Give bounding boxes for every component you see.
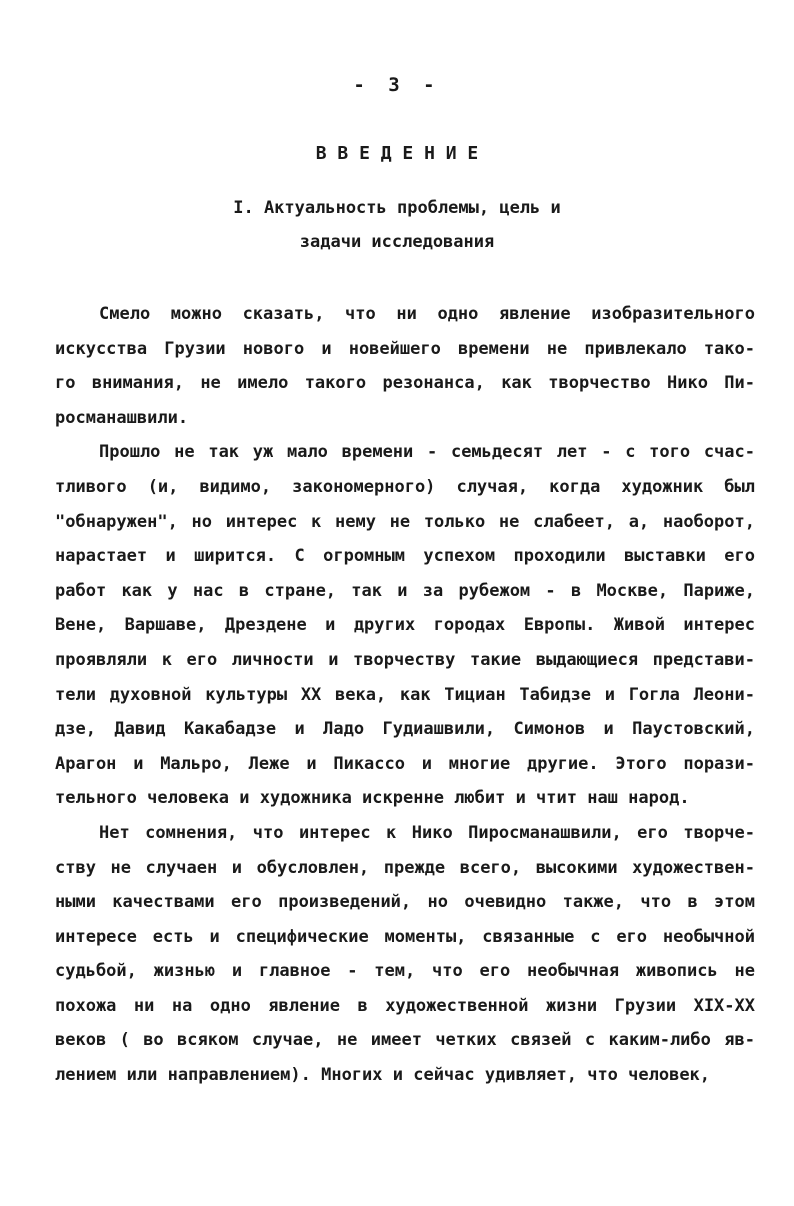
text-line: работ как у нас в стране, так и за рубежом - в Москве, Париже,	[55, 580, 755, 601]
text-line: "обнаружен", но интерес к нему не только не слабеет, а, наоборот,	[55, 511, 755, 532]
text-line: дзе, Давид Какабадзе и Ладо Гудиашвили, Симонов и Паустовский,	[55, 719, 755, 740]
paragraph	[55, 435, 755, 816]
body-text	[55, 297, 755, 1093]
text-line: ными качествами его произведений, но очевидно также, что в этом	[55, 892, 755, 913]
text-line: го внимания, не имело такого резонанса, как творчество Нико Пи-	[55, 373, 755, 394]
text-line: Нет сомнения, что интерес к Нико Пиросманашвили, его творче-	[99, 822, 755, 843]
text-line: нарастает и ширится. С огромным успехом проходили выставки его	[55, 546, 755, 567]
subheading-line-1: I. Актуальность проблемы, цель и	[233, 198, 561, 218]
paragraph	[55, 297, 755, 435]
text-line: судьбой, жизнью и главное - тем, что его необычная живопись не	[55, 961, 755, 982]
text-line: Арагон и Мальро, Леже и Пикассо и многие другие. Этого порази-	[55, 753, 755, 774]
text-line: веков ( во всяком случае, не имеет четких связей с каким-либо яв-	[55, 1030, 755, 1051]
text-line: росманашвили.	[55, 407, 189, 428]
text-line: похожа ни на одно явление в художественной жизни Грузии XIX-XX	[55, 995, 755, 1016]
text-line: Смело можно сказать, что ни одно явление изобразительного	[99, 304, 755, 324]
text-line: лением или направлением). Многих и сейчас удивляет, что человек,	[55, 1065, 711, 1086]
text-line: тели духовной культуры XX века, как Тициан Табидзе и Гогла Леони-	[55, 684, 755, 705]
text-line: тельного человека и художника искренне любит и чтит наш народ.	[55, 788, 690, 809]
subheading-line-2: задачи исследования	[299, 232, 495, 252]
paragraph	[55, 816, 755, 1093]
text-line: Прошло не так уж мало времени - семьдесят лет - с того счас-	[99, 442, 755, 463]
text-line: искусства Грузии нового и новейшего времени не привлекало тако-	[55, 338, 755, 359]
page-number: - 3 -	[353, 74, 441, 96]
text-line: Вене, Варшаве, Дрездене и других городах Европы. Живой интерес	[55, 615, 755, 636]
text-line: проявляли к его личности и творчеству такие выдающиеся представи-	[55, 649, 755, 670]
section-heading: В В Е Д Е Н И Е	[315, 143, 479, 164]
text-line: интересе есть и специфические моменты, связанные с его необычной	[55, 926, 755, 947]
text-line: тливого (и, видимо, закономерного) случая, когда художник был	[55, 476, 755, 497]
text-line: ству не случаен и обусловлен, прежде всего, высокими художествен-	[55, 857, 755, 878]
